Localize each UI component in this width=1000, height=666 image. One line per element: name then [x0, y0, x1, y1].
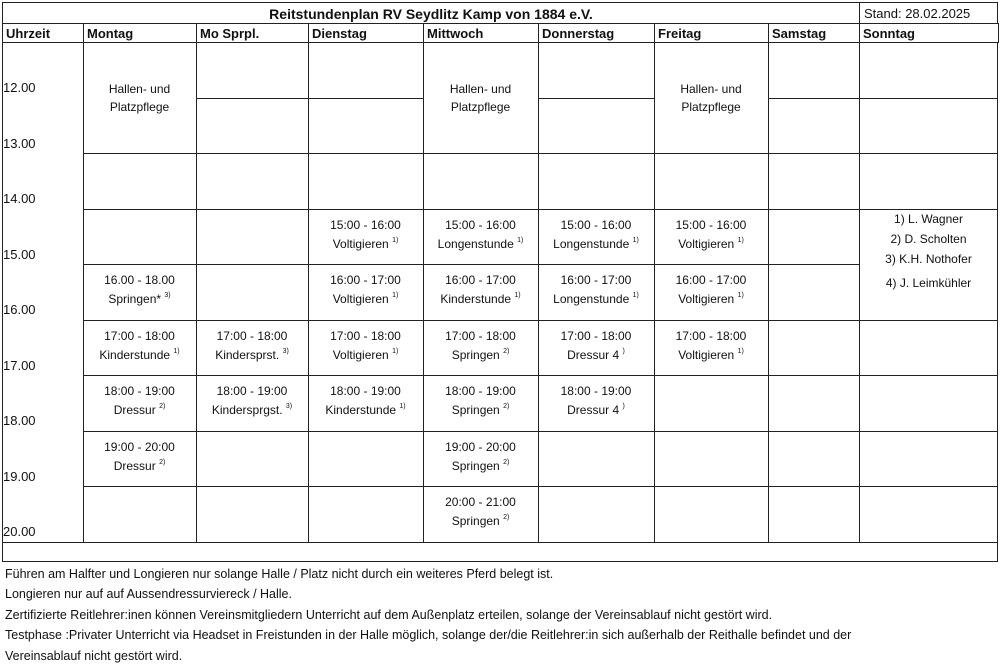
- grid-cell: [654, 153, 769, 210]
- footer-note: Testphase :Privater Unterricht via Headset in Freistunden in der Halle möglich, solange der/die Reitlehrer:in sich außerhalb der Reithalle befindet und der: [5, 628, 852, 642]
- grid-cell: [538, 486, 655, 543]
- grid-cell: [859, 153, 998, 210]
- lesson-time: 16:00 - 17:00: [330, 273, 401, 287]
- lesson-entry: [308, 216, 423, 254]
- lesson-label: Voltigieren: [678, 292, 735, 306]
- lesson-type: [423, 401, 538, 420]
- lesson-time: 19:00 - 20:00: [445, 439, 516, 454]
- lesson-time: 16:00 - 17:00: [445, 273, 516, 287]
- lesson-entry: [83, 382, 196, 420]
- lesson-label: Springen*: [108, 292, 162, 306]
- lesson-time: 15:00 - 16:00: [560, 217, 632, 232]
- lesson-type: [423, 457, 538, 476]
- instructor-footnote: 1): [173, 347, 180, 355]
- lesson-label: Springen: [451, 347, 500, 362]
- lesson-type: [83, 290, 196, 309]
- instructor-footnote: 2): [503, 514, 510, 521]
- lesson-time: 19:00 - 20:00: [104, 439, 175, 454]
- lesson-entry: [423, 327, 538, 365]
- grid-cell: [768, 486, 860, 543]
- column-header-3: Dienstag: [308, 23, 424, 43]
- column-header-7: Samstag: [768, 23, 860, 43]
- lesson-type: [83, 401, 196, 420]
- grid-cell: [654, 431, 769, 488]
- lesson-time: 18:00 - 19:00: [445, 384, 516, 398]
- lesson-type: [538, 290, 654, 309]
- lesson-label: Springen: [451, 514, 500, 528]
- grid-cell: [196, 42, 309, 99]
- grid-cell: [859, 320, 998, 377]
- stand-date: Stand: 28.02.2025: [859, 2, 998, 24]
- lesson-label: Dressur: [113, 458, 156, 473]
- lesson-type: [196, 346, 308, 365]
- lesson-label: Voltigieren: [332, 347, 389, 362]
- lesson-type: [308, 290, 423, 309]
- grid-cell: [654, 375, 769, 432]
- instructor-footnote: 1): [737, 292, 744, 299]
- lesson-time: 17:00 - 18:00: [560, 328, 632, 343]
- lesson-entry: [538, 327, 654, 365]
- lesson-entry: [538, 271, 654, 309]
- instructor-footnote: 1): [632, 292, 639, 299]
- lesson-type: [654, 346, 768, 365]
- lesson-entry: [196, 327, 308, 365]
- lesson-entry: [538, 216, 654, 254]
- lesson-label: Voltigieren: [678, 236, 735, 251]
- instructor-footnote: 1): [632, 236, 639, 244]
- lesson-entry: [83, 438, 196, 476]
- lesson-type: [196, 401, 308, 420]
- lesson-type: [83, 346, 196, 365]
- grid-cell: [859, 431, 998, 488]
- grid-cell: [768, 209, 860, 266]
- lesson-type: [308, 346, 423, 365]
- instructor-legend-item: 4) J. Leimkühler: [885, 276, 972, 290]
- column-header-8: Sonntag: [859, 23, 999, 43]
- lesson-type: [423, 235, 538, 254]
- column-header-2: Mo Sprpl.: [196, 23, 309, 43]
- lesson-entry: [196, 382, 308, 420]
- lesson-time: 18:00 - 19:00: [330, 384, 401, 398]
- instructor-footnote: 1): [517, 236, 524, 244]
- column-header-5: Donnerstag: [538, 23, 655, 43]
- instructor-footnote: 2): [159, 458, 166, 466]
- instructor-footnote: ): [622, 403, 625, 410]
- lesson-time: 17:00 - 18:00: [675, 328, 747, 343]
- grid-cell: [308, 153, 424, 210]
- lesson-time: 15:00 - 16:00: [445, 217, 516, 232]
- lesson-type: [654, 235, 768, 254]
- footer-note: Führen am Halfter und Longieren nur solange Halle / Platz nicht durch ein weiteres Pferd belegt ist.: [5, 566, 554, 581]
- maintenance-block: Hallen- und Platzpflege: [449, 82, 512, 114]
- instructor-footnote: 1): [392, 347, 399, 355]
- time-label: 13.00: [3, 135, 36, 151]
- grid-cell: [196, 98, 309, 155]
- lesson-entry: [83, 327, 196, 365]
- lesson-type: [538, 346, 654, 365]
- grid-cell: [83, 209, 197, 266]
- grid-cell: [768, 264, 860, 321]
- instructor-footnote: 2): [503, 403, 510, 410]
- time-label: 15.00: [3, 246, 36, 262]
- lesson-type: [423, 290, 538, 309]
- grid-cell: [308, 42, 424, 99]
- lesson-time: 16:00 - 17:00: [560, 273, 632, 287]
- instructor-footnote: ): [622, 347, 625, 355]
- column-header-6: Freitag: [654, 23, 769, 43]
- instructor-legend-item: 3) K.H. Nothofer: [885, 251, 972, 266]
- lesson-label: Springen: [451, 458, 500, 473]
- grid-cell: [538, 42, 655, 99]
- instructor-footnote: 1): [399, 403, 406, 410]
- lesson-time: 18:00 - 19:00: [560, 384, 632, 398]
- lesson-label: Kindersprgst.: [211, 403, 283, 417]
- lesson-entry: [654, 271, 768, 309]
- lesson-time: 15:00 - 16:00: [330, 217, 401, 232]
- lesson-entry: [308, 382, 423, 420]
- instructor-footnote: 1): [392, 292, 399, 299]
- instructor-footnote: 3): [282, 347, 289, 355]
- instructor-legend-item: 2) D. Scholten: [890, 231, 967, 246]
- lesson-time: 20:00 - 21:00: [445, 495, 516, 509]
- column-header-4: Mittwoch: [423, 23, 539, 43]
- footer-note: Vereinsablauf nicht gestört wird.: [5, 648, 183, 663]
- grid-cell: [768, 375, 860, 432]
- maintenance-block: Hallen- und Platzpflege: [680, 82, 742, 114]
- lesson-type: [538, 235, 654, 254]
- grid-cell: [768, 153, 860, 210]
- lesson-label: Voltigieren: [332, 236, 389, 251]
- lesson-label: Longenstunde: [553, 292, 630, 306]
- separator-row: [2, 542, 998, 562]
- grid-cell: [308, 431, 424, 488]
- lesson-type: [538, 401, 654, 420]
- time-label: 16.00: [3, 302, 36, 317]
- grid-cell: [83, 153, 197, 210]
- grid-cell: [859, 42, 998, 99]
- footer-note: Longieren nur auf auf Aussendressurviereck / Halle.: [5, 587, 292, 601]
- grid-cell: [538, 431, 655, 488]
- lesson-entry: [654, 327, 768, 365]
- instructor-footnote: 1): [514, 292, 521, 299]
- time-label: 20.00: [3, 524, 36, 539]
- time-label: 12.00: [3, 80, 36, 95]
- lesson-entry: [423, 271, 538, 309]
- time-label: 19.00: [3, 468, 36, 484]
- column-header-0: Uhrzeit: [2, 23, 84, 43]
- grid-cell: [538, 153, 655, 210]
- lesson-time: 16.00 - 18.00: [104, 273, 175, 287]
- instructor-footnote: 1): [737, 347, 744, 355]
- lesson-label: Dressur: [113, 403, 156, 417]
- maintenance-block: Hallen- und Platzpflege: [108, 82, 171, 114]
- grid-cell: [196, 431, 309, 488]
- lesson-entry: [423, 438, 538, 476]
- lesson-type: [308, 401, 423, 420]
- lesson-entry: [423, 493, 538, 531]
- time-column: [2, 42, 84, 543]
- lesson-label: Springen: [451, 403, 500, 417]
- column-header-1: Montag: [83, 23, 197, 43]
- lesson-type: [654, 290, 768, 309]
- instructor-footnote: 1): [737, 236, 744, 244]
- grid-cell: [768, 42, 860, 99]
- grid-cell: [654, 486, 769, 543]
- instructor-footnote: 2): [503, 347, 510, 355]
- time-label: 18.00: [3, 413, 36, 428]
- grid-cell: [196, 153, 309, 210]
- instructor-footnote: 1): [392, 236, 399, 244]
- lesson-time: 17:00 - 18:00: [445, 328, 516, 343]
- grid-cell: [538, 98, 655, 155]
- instructor-footnote: 2): [503, 458, 510, 466]
- lesson-label: Kinderstunde: [99, 347, 171, 362]
- grid-cell: [83, 486, 197, 543]
- lesson-entry: [423, 382, 538, 420]
- lesson-entry: [423, 216, 538, 254]
- grid-cell: [423, 153, 539, 210]
- lesson-label: Dressur 4: [567, 403, 620, 417]
- grid-cell: [196, 486, 309, 543]
- sheet-title: Reitstundenplan RV Seydlitz Kamp von 1884 e.V.: [2, 2, 860, 24]
- time-label: 17.00: [3, 357, 36, 373]
- grid-cell: [768, 98, 860, 155]
- lesson-time: 17:00 - 18:00: [104, 328, 175, 343]
- grid-cell: [768, 431, 860, 488]
- lesson-label: Longenstunde: [553, 236, 630, 251]
- lesson-time: 18:00 - 19:00: [216, 384, 288, 398]
- grid-cell: [196, 264, 309, 321]
- grid-cell: [859, 486, 998, 543]
- lesson-entry: [654, 216, 768, 254]
- grid-cell: [308, 486, 424, 543]
- lesson-entry: [308, 327, 423, 365]
- instructor-footnote: 3): [164, 292, 171, 299]
- lesson-entry: [308, 271, 423, 309]
- lesson-time: 17:00 - 18:00: [216, 328, 288, 343]
- lesson-type: [308, 235, 423, 254]
- instructor-legend-item: 1) L. Wagner: [894, 211, 963, 226]
- lesson-label: Dressur 4: [567, 347, 620, 362]
- lesson-type: [423, 346, 538, 365]
- lesson-type: [83, 457, 196, 476]
- lesson-type: [423, 512, 538, 531]
- lesson-time: 17:00 - 18:00: [330, 328, 401, 343]
- lesson-label: Longenstunde: [437, 236, 514, 251]
- lesson-label: Voltigieren: [332, 292, 389, 306]
- grid-cell: [196, 209, 309, 266]
- lesson-label: Voltigieren: [678, 347, 735, 362]
- lesson-time: 16:00 - 17:00: [675, 273, 747, 287]
- lesson-label: Kindersprst.: [215, 347, 280, 362]
- grid-cell: [308, 98, 424, 155]
- grid-cell: [859, 98, 998, 155]
- grid-cell: [859, 375, 998, 432]
- grid-cell: [768, 320, 860, 377]
- lesson-time: 18:00 - 19:00: [104, 384, 175, 398]
- instructor-footnote: 2): [159, 403, 166, 410]
- lesson-time: 15:00 - 16:00: [675, 217, 747, 232]
- lesson-entry: [83, 271, 196, 309]
- time-label: 14.00: [3, 191, 36, 206]
- footer-note: Zertifizierte Reitlehrer:inen können Vereinsmitgliedern Unterricht auf dem Außenplatz erteilen, solange der Vereinsablauf nicht gestört wird.: [5, 607, 773, 622]
- lesson-label: Kinderstunde: [325, 403, 397, 417]
- lesson-label: Kinderstunde: [440, 292, 512, 306]
- lesson-entry: [538, 382, 654, 420]
- instructor-footnote: 3): [285, 403, 293, 410]
